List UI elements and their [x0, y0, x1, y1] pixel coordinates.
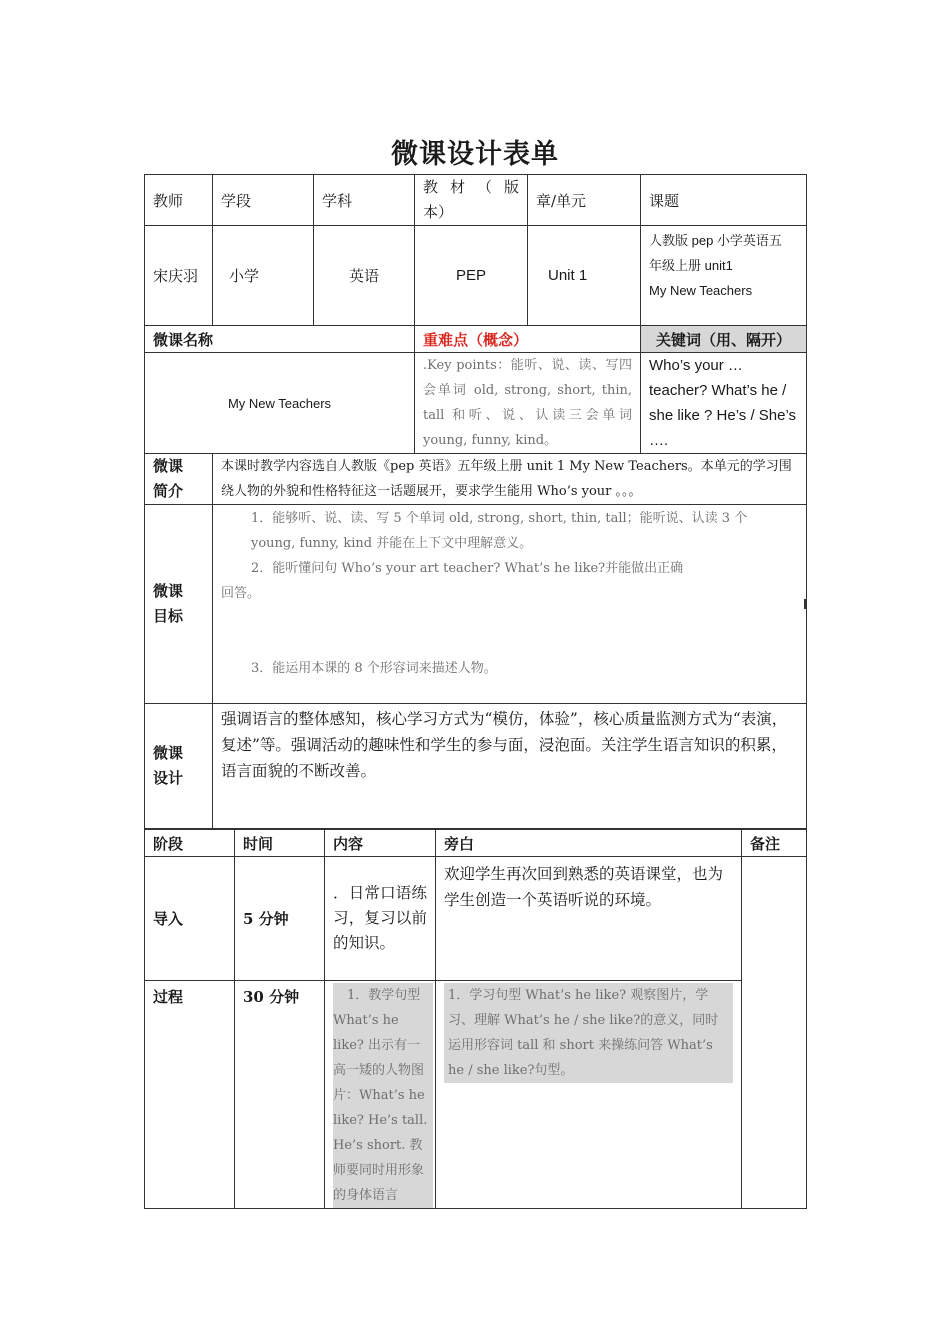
key-points: .Key points：能听、说、读、写四会单词 old, strong, short, thin, tall 和听、说、认读三会单词 young, funny, kind。: [415, 353, 641, 454]
info-table: [144, 174, 807, 829]
subject-label: 学科: [314, 175, 415, 226]
goals-row: [145, 505, 807, 704]
content-cell: ．日常口语练习，复习以前的知识。: [325, 857, 436, 981]
content-header: 内容: [325, 830, 436, 857]
textbook-value: PEP: [415, 226, 528, 326]
topic-line: 年级上册 unit1: [649, 258, 733, 273]
teacher-name: 宋庆羽: [145, 226, 213, 326]
keywords: Who’s your … teacher? What’s he / she like ? He’s / She’s ….: [641, 353, 807, 454]
course-name: My New Teachers: [145, 353, 415, 454]
time-header: 时间: [235, 830, 325, 857]
goals-label-line2: 目标: [153, 607, 184, 625]
goal-item: 3．能运用本课的 8 个形容词来描述人物。: [251, 661, 497, 676]
intro-text: 本课时教学内容选自人教版《pep 英语》五年级上册 unit 1 My New Teachers。本单元的学习围绕人物的外貌和性格特征这一话题展开，要求学生能用 Who’s your 。。。: [213, 454, 807, 505]
narration-cell: [436, 981, 742, 1209]
goal-item: 1．能够听、说、读、写 5 个单词 old, strong, short, thin, tall；能听说、认读 3 个 young, funny, kind 并能在上下文中理解意义。: [251, 511, 761, 551]
stage-cell: 导入: [145, 857, 235, 981]
course-row: [145, 353, 807, 454]
process-table: [144, 829, 807, 1209]
narration-cell: 欢迎学生再次回到熟悉的英语课堂，也为学生创造一个英语听说的环境。: [436, 857, 742, 981]
intro-label-line2: 简介: [153, 482, 184, 500]
keywords-label: 关键词（用、隔开）: [641, 326, 807, 353]
goals-text: [213, 505, 807, 704]
time-cell: 30 分钟: [235, 981, 325, 1209]
process-header-row: [145, 830, 807, 857]
unit-label: 章/单元: [528, 175, 641, 226]
stage-value: 小学: [213, 226, 314, 326]
design-label-line2: 设计: [153, 769, 184, 787]
page-title: 微课设计表单: [391, 139, 559, 170]
design-label: [145, 704, 213, 829]
topic-line: 人教版 pep 小学英语五: [649, 233, 782, 248]
stage-header: 阶段: [145, 830, 235, 857]
topic-value: [641, 226, 807, 326]
intro-row: [145, 454, 807, 505]
textbook-label: [415, 175, 528, 226]
narration-text: 1．学习句型 What’s he like? 观察图片，学习、理解 What’s he / she like?的意义，同时运用形容词 tall 和 short 来操练问答 What’s he / she like?句型。: [444, 983, 733, 1083]
stage-cell: 过程: [145, 981, 235, 1209]
unit-value: Unit 1: [528, 226, 641, 326]
subject-value: 英语: [314, 226, 415, 326]
narration-header: 旁白: [436, 830, 742, 857]
design-label-line1: 微课: [153, 744, 184, 762]
topic-line: My New Teachers: [649, 283, 753, 298]
stage-label: 学段: [213, 175, 314, 226]
table-row: [145, 857, 807, 981]
notes-header: 备注: [742, 830, 807, 857]
notes-cell: [742, 857, 807, 1209]
design-text: 强调语言的整体感知，核心学习方式为“模仿，体验”，核心质量监测方式为“表演，复述”等。强调活动的趣味性和学生的参与面，浸泡面。关注学生语言知识的积累，语言面貌的不断改善。: [213, 704, 807, 829]
time-cell: 5 分钟: [235, 857, 325, 981]
course-name-label: 微课名称: [145, 326, 415, 353]
teacher-label: 教师: [145, 175, 213, 226]
textbook-label-line1: 教 材 （ 版: [423, 178, 519, 196]
goals-label-line1: 微课: [153, 582, 184, 600]
intro-label-line1: 微课: [153, 457, 184, 475]
textbook-label-line2: 本）: [423, 203, 454, 221]
content-text: 1．教学句型 What’s he like? 出示有一高一矮的人物图片：What’s he like? He’s tall. He’s short. 教师要同时用形象的身体语言: [333, 983, 433, 1208]
table-row: [145, 981, 807, 1209]
info-row: [145, 226, 807, 326]
goal-item: 2．能听懂问句 Who’s your art teacher? What’s he like?并能做出正确回答。: [221, 561, 684, 601]
margin-mark: [804, 599, 806, 609]
key-points-label: 重难点（概念）: [415, 326, 641, 353]
content-cell: [325, 981, 436, 1209]
topic-label: 课题: [641, 175, 807, 226]
design-row: [145, 704, 807, 829]
intro-label: [145, 454, 213, 505]
course-header-row: [145, 326, 807, 353]
header-row: [145, 175, 807, 226]
